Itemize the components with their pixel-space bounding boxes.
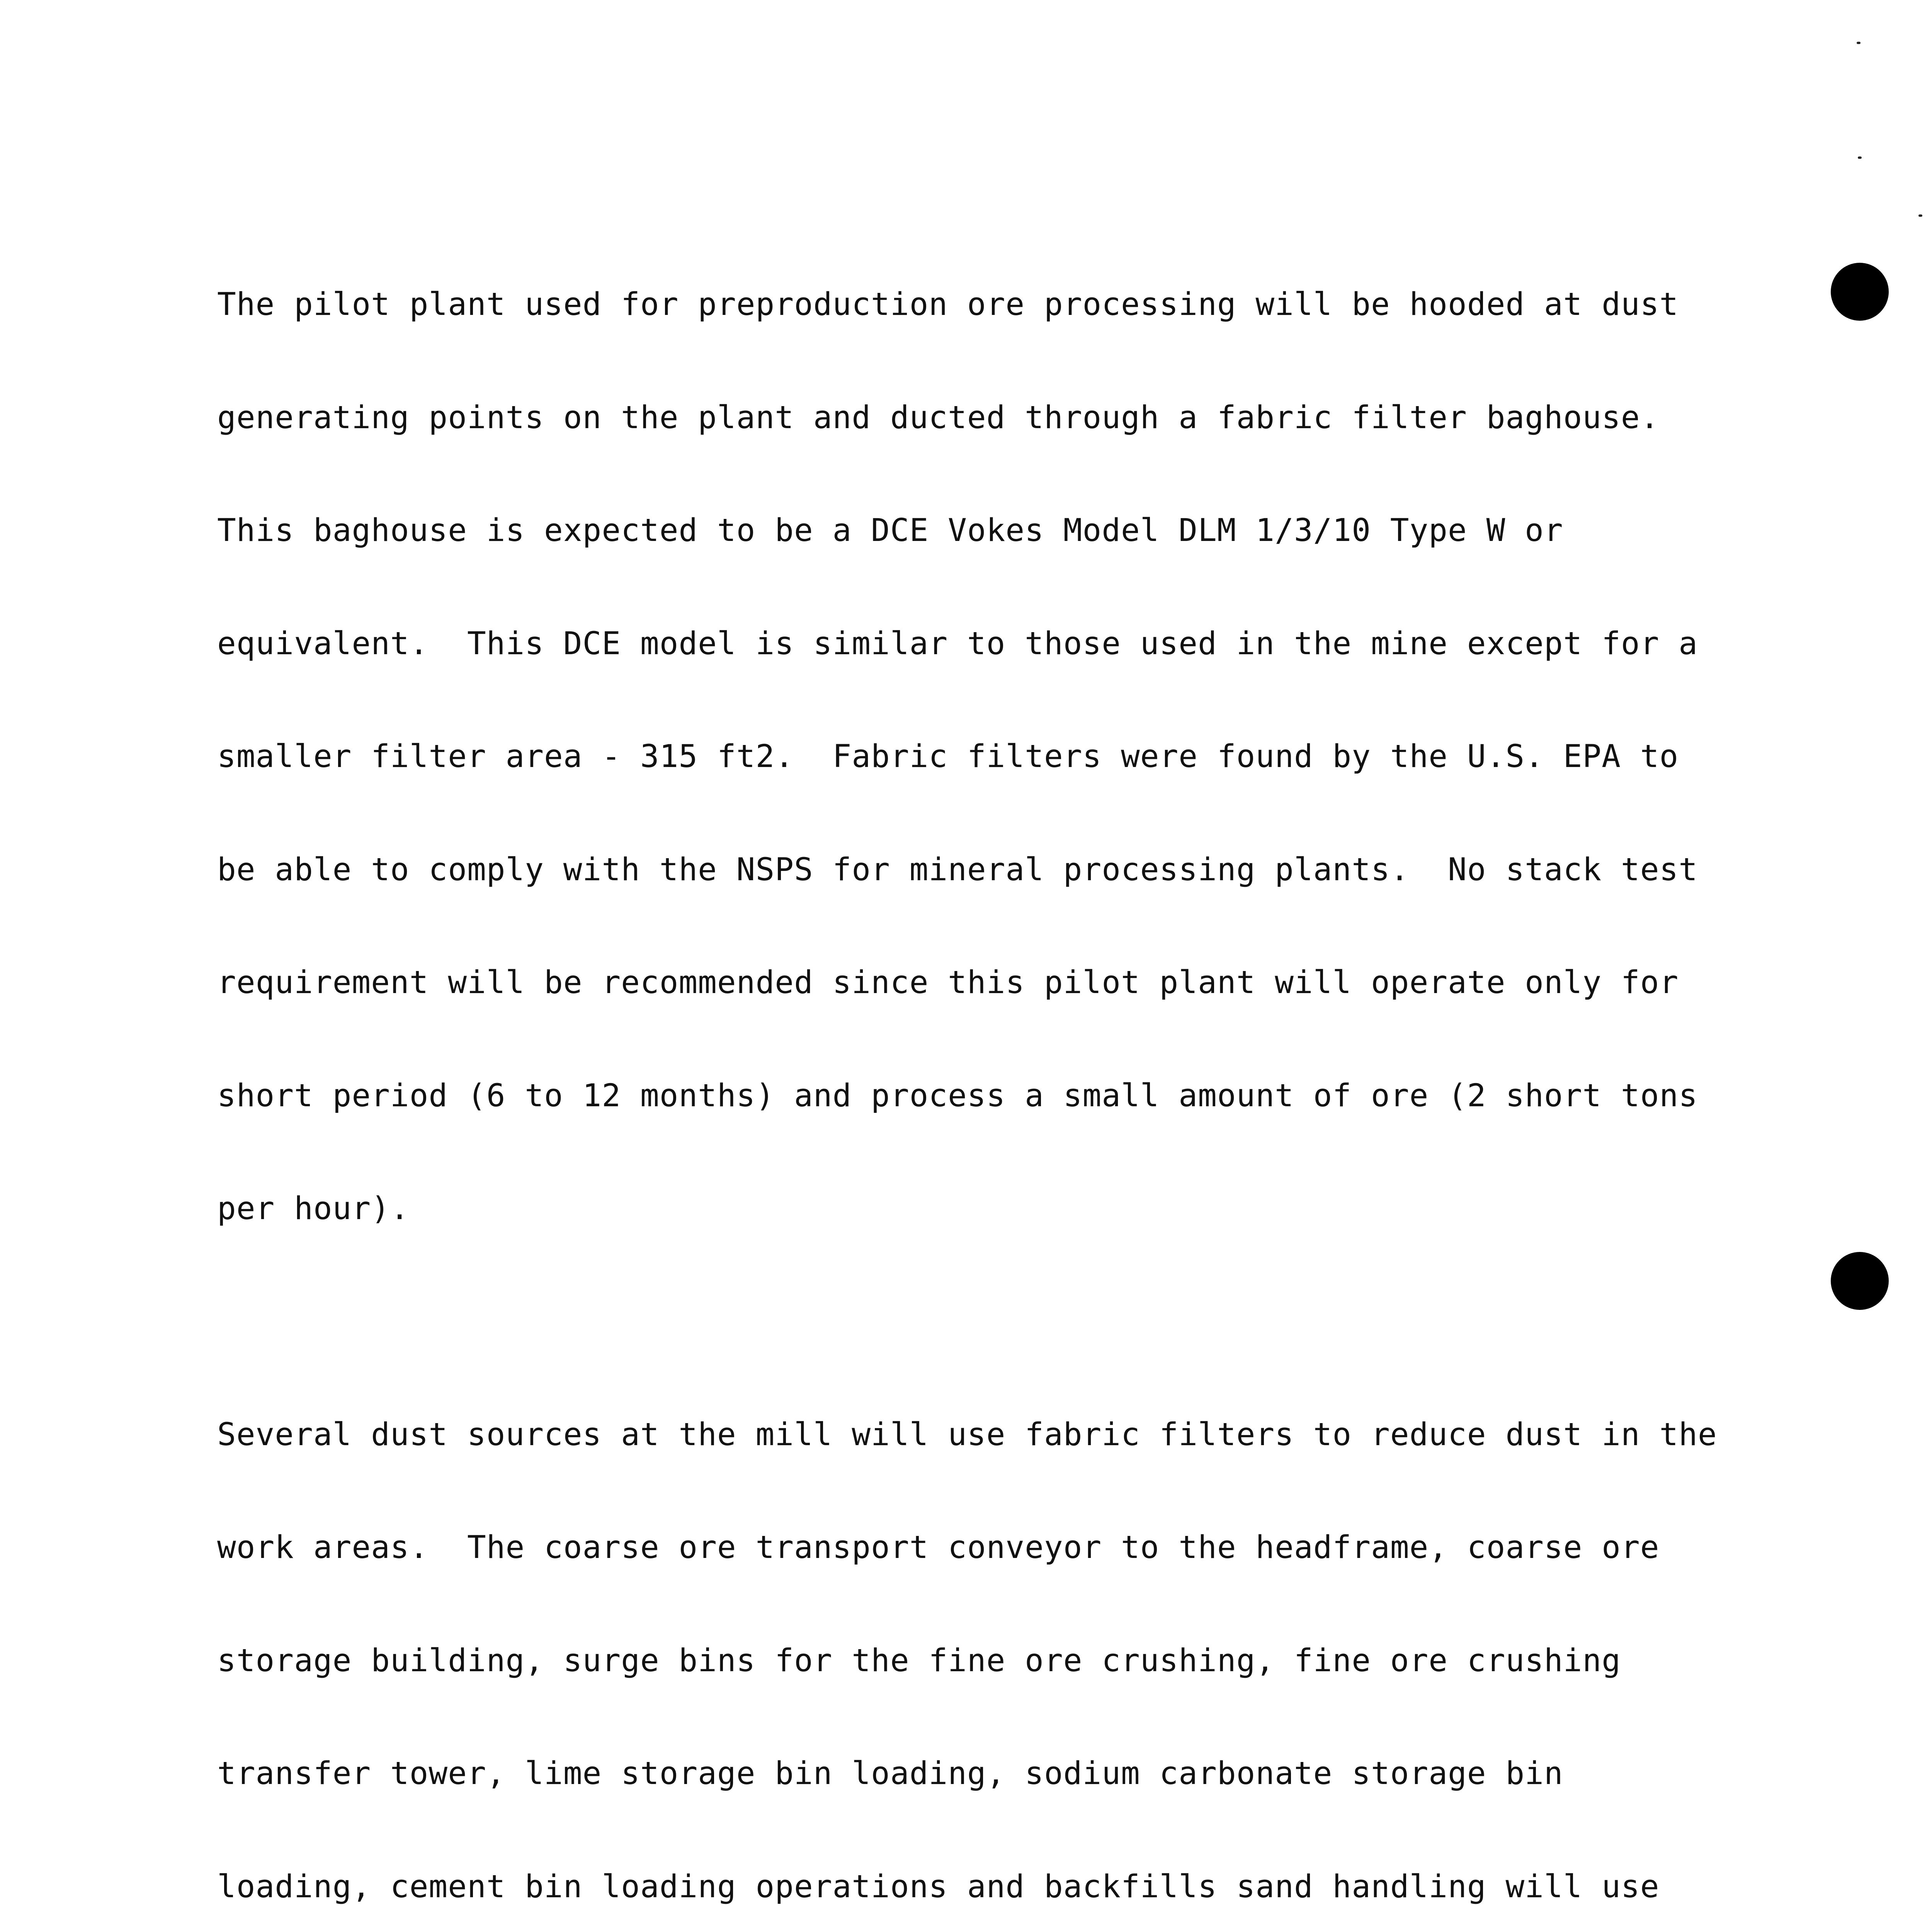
text-line: transfer tower, lime storage bin loading, sodium carbonate storage bin bbox=[217, 1755, 1563, 1792]
document-body bbox=[217, 211, 1740, 1932]
text-line: equivalent. This DCE model is similar to those used in the mine except for a bbox=[217, 625, 1698, 662]
scan-speck bbox=[1858, 156, 1862, 159]
text-line: work areas. The coarse ore transport conveyor to the headframe, coarse ore bbox=[217, 1529, 1660, 1566]
text-line: storage building, surge bins for the fine ore crushing, fine ore crushing bbox=[217, 1642, 1621, 1679]
paragraph-mill-dust-sources bbox=[217, 1341, 1740, 1932]
binder-hole-middle bbox=[1831, 1252, 1889, 1310]
text-line: short period (6 to 12 months) and process a small amount of ore (2 short tons bbox=[217, 1077, 1698, 1114]
text-line: This baghouse is expected to be a DCE Vokes Model DLM 1/3/10 Type W or bbox=[217, 512, 1563, 549]
text-line: generating points on the plant and ducted through a fabric filter baghouse. bbox=[217, 399, 1660, 436]
text-line: requirement will be recommended since this pilot plant will operate only for bbox=[217, 964, 1679, 1001]
text-line: Several dust sources at the mill will use fabric filters to reduce dust in the bbox=[217, 1416, 1717, 1453]
binder-hole-top bbox=[1831, 263, 1889, 321]
text-line: per hour). bbox=[217, 1190, 410, 1227]
paragraph-pilot-plant bbox=[217, 211, 1740, 1303]
text-line: be able to comply with the NSPS for mineral processing plants. No stack test bbox=[217, 851, 1698, 888]
scan-speck bbox=[1857, 42, 1861, 44]
text-line: The pilot plant used for preproduction ore processing will be hooded at dust bbox=[217, 286, 1679, 323]
text-line: loading, cement bin loading operations and backfills sand handling will use bbox=[217, 1868, 1660, 1905]
text-line: smaller filter area - 315 ft2. Fabric filters were found by the U.S. EPA to bbox=[217, 738, 1679, 775]
scan-speck bbox=[1918, 214, 1922, 217]
